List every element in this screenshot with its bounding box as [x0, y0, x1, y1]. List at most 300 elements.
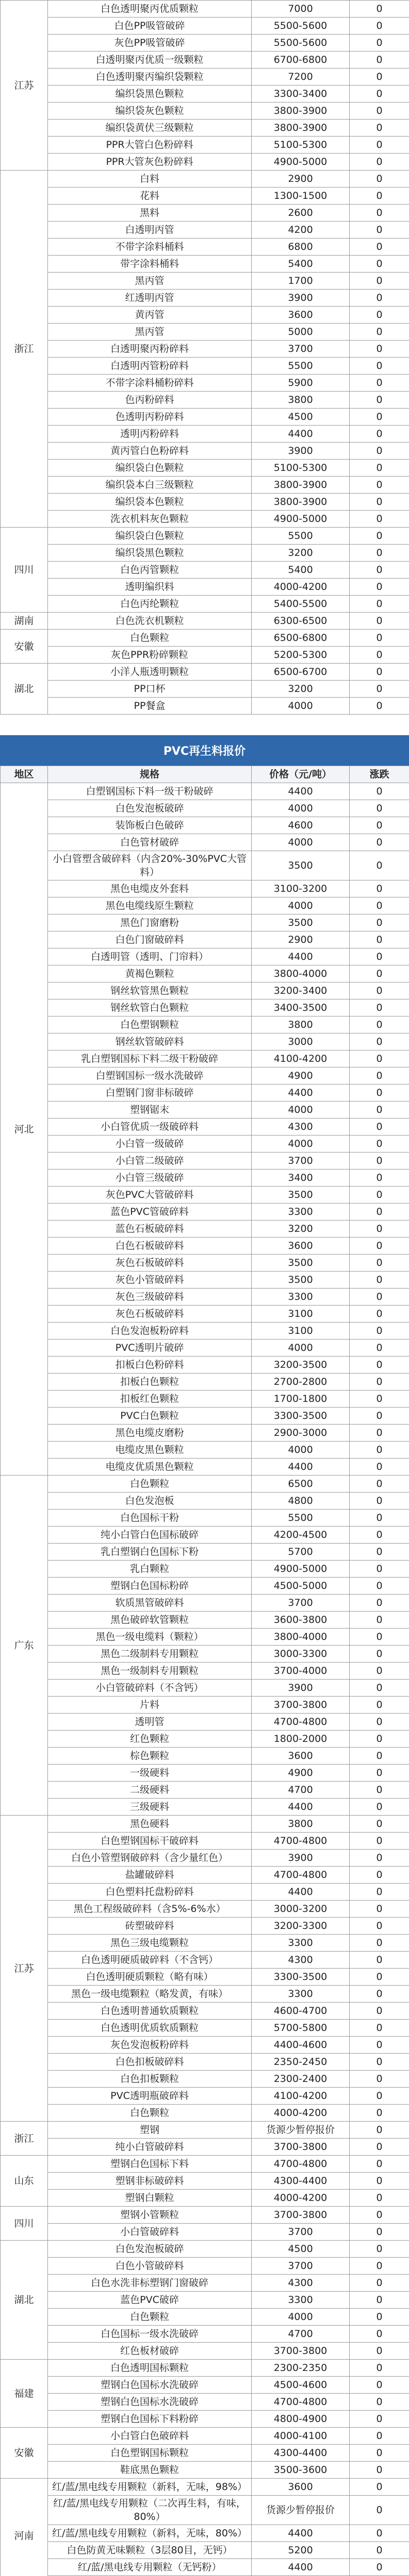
table-row — [1, 1408, 409, 1425]
change-cell: 0 — [350, 851, 409, 880]
spec-cell: 花料 — [48, 188, 252, 205]
price-cell: 3500-3600 — [252, 2462, 350, 2479]
change-cell: 0 — [350, 1493, 409, 1510]
price-cell: 3700-3800 — [252, 2139, 350, 2156]
spec-cell: 白色石板破碎料 — [48, 1238, 252, 1255]
table-row — [1, 834, 409, 851]
spec-cell: 塑钢白色国标下料粉碎 — [48, 2411, 252, 2428]
change-cell: 0 — [350, 392, 409, 409]
spec-cell: 红透明丙管 — [48, 290, 252, 307]
spec-cell: 黄褐色颗粒 — [48, 965, 252, 982]
table-row — [1, 783, 409, 800]
price-cell: 3600-3800 — [252, 1612, 350, 1629]
change-cell: 0 — [350, 2542, 409, 2559]
change-cell: 0 — [350, 1680, 409, 1697]
spec-cell: 鞋底黑色颗粒 — [48, 2462, 252, 2479]
table-row — [1, 103, 409, 120]
table-row — [1, 1016, 409, 1033]
change-cell: 0 — [350, 2309, 409, 2326]
price-cell: 4600-4700 — [252, 2003, 350, 2020]
spec-cell: 白色发泡板粉碎料 — [48, 1323, 252, 1340]
change-cell: 0 — [350, 1187, 409, 1204]
price-cell: 3000 — [252, 1033, 350, 1050]
change-cell: 0 — [350, 948, 409, 965]
price-cell: 4000-4200 — [252, 2190, 350, 2207]
table-row — [1, 999, 409, 1016]
table-row — [1, 1391, 409, 1408]
price-cell: 4300-4400 — [252, 2173, 350, 2190]
spec-cell: 黑色破碎软管颗粒 — [48, 1612, 252, 1629]
change-cell: 0 — [350, 1663, 409, 1680]
price-cell: 4700-4800 — [252, 1867, 350, 1884]
spec-cell: 片料 — [48, 1697, 252, 1714]
spec-cell: 小白管优质一级破碎料 — [48, 1118, 252, 1136]
price-cell: 4600 — [252, 817, 350, 834]
table-row — [1, 1612, 409, 1629]
table-row — [1, 1765, 409, 1782]
table-row — [1, 2428, 409, 2445]
change-cell: 0 — [350, 1867, 409, 1884]
table-row — [1, 2411, 409, 2428]
spec-cell: 白色PP吸管破碎 — [48, 18, 252, 35]
spec-cell: 白色透明硬质颗粒（略有味） — [48, 1969, 252, 1986]
change-cell: 0 — [350, 494, 409, 511]
spec-cell: 编织袋黑色颗粒 — [48, 545, 252, 562]
change-cell: 0 — [350, 1408, 409, 1425]
region-cell: 浙江 — [1, 2122, 48, 2156]
spec-cell: 白色透明国标颗粒 — [48, 2360, 252, 2377]
price-cell: 4000 — [252, 1136, 350, 1153]
change-cell: 0 — [350, 2190, 409, 2207]
table-row — [1, 1425, 409, 1442]
table-row — [1, 800, 409, 817]
change-cell: 0 — [350, 1476, 409, 1493]
spec-cell: 三级硬料 — [48, 1799, 252, 1816]
change-cell: 0 — [350, 783, 409, 800]
change-cell: 0 — [350, 1833, 409, 1850]
price-cell: 5000 — [252, 324, 350, 341]
table-row — [1, 273, 409, 290]
change-cell: 0 — [350, 2411, 409, 2428]
price-cell: 3500 — [252, 1272, 350, 1289]
table-row — [1, 1118, 409, 1136]
price-cell: 3000-3300 — [252, 1646, 350, 1663]
change-cell: 0 — [350, 1918, 409, 1935]
spec-cell: 带字涂料桶料 — [48, 256, 252, 273]
change-cell: 0 — [350, 1170, 409, 1187]
price-cell: 货源少暂停报价 — [252, 2122, 350, 2139]
table-row — [1, 1255, 409, 1272]
spec-cell: 乳白颗粒 — [48, 1561, 252, 1578]
spec-cell: 小白管二级破碎 — [48, 1153, 252, 1170]
change-cell: 0 — [350, 1510, 409, 1527]
table-row — [1, 1833, 409, 1850]
table-row — [1, 1476, 409, 1493]
spec-cell: 白色颗粒 — [48, 2105, 252, 2122]
table-row — [1, 562, 409, 579]
change-cell: 0 — [350, 35, 409, 52]
price-cell: 4300 — [252, 1952, 350, 1969]
change-cell: 0 — [350, 2559, 409, 2576]
price-cell: 3900 — [252, 443, 350, 460]
spec-cell: 透明丙粉碎料 — [48, 426, 252, 443]
change-cell: 0 — [350, 2525, 409, 2542]
table-row — [1, 1986, 409, 2003]
price-cell: 5400 — [252, 562, 350, 579]
change-cell: 0 — [350, 1425, 409, 1442]
spec-cell: 色透明丙粉碎料 — [48, 409, 252, 426]
table-row — [1, 256, 409, 273]
spec-cell: 蓝色PVC管破碎料 — [48, 1204, 252, 1221]
table-row — [1, 1238, 409, 1255]
change-cell: 0 — [350, 982, 409, 999]
change-cell: 0 — [350, 1067, 409, 1084]
table-row — [1, 647, 409, 664]
change-cell: 0 — [350, 1340, 409, 1357]
table-row — [1, 2156, 409, 2173]
header-spec: 规格 — [48, 766, 252, 783]
change-cell: 0 — [350, 120, 409, 137]
price-cell: 4900 — [252, 1067, 350, 1084]
pvc-section-title: PVC再生料报价 — [0, 735, 409, 766]
change-cell: 0 — [350, 2496, 409, 2525]
table-row — [1, 52, 409, 69]
table-row — [1, 2020, 409, 2037]
spec-cell: 白色发泡板破碎 — [48, 2241, 252, 2258]
price-cell: 2300-2350 — [252, 2360, 350, 2377]
price-cell: 3600 — [252, 307, 350, 324]
change-cell: 0 — [350, 1238, 409, 1255]
table-row — [1, 1067, 409, 1084]
price-cell: 3800-4000 — [252, 965, 350, 982]
spec-cell: 砖塑破碎料 — [48, 1918, 252, 1935]
change-cell: 0 — [350, 1459, 409, 1476]
price-cell: 3800-3900 — [252, 103, 350, 120]
spec-cell: 白色塑钢国标颗粒 — [48, 2445, 252, 2462]
table-row — [1, 630, 409, 647]
price-cell: 6500-6700 — [252, 664, 350, 681]
pvc-table-body — [1, 766, 409, 2576]
change-cell: 0 — [350, 222, 409, 239]
table-row — [1, 1748, 409, 1765]
price-cell: 3200-3300 — [252, 1918, 350, 1935]
price-cell: 5500 — [252, 1510, 350, 1527]
price-cell: 4400 — [252, 1084, 350, 1101]
table-row — [1, 1816, 409, 1833]
table-row — [1, 1, 409, 18]
price-cell: 3800 — [252, 1816, 350, 1833]
spec-cell: 小白管破碎料（不含钙） — [48, 1680, 252, 1697]
region-cell: 河南 — [1, 2479, 48, 2576]
table-row — [1, 222, 409, 239]
change-cell: 0 — [350, 307, 409, 324]
spec-cell: PPR大管灰色粉碎料 — [48, 154, 252, 171]
price-cell: 5700-5800 — [252, 2020, 350, 2037]
spec-cell: 塑钢白色国标下料 — [48, 2156, 252, 2173]
change-cell: 0 — [350, 2139, 409, 2156]
table-row — [1, 2326, 409, 2343]
price-cell: 3800-4000 — [252, 1629, 350, 1646]
table-row — [1, 1050, 409, 1067]
change-cell: 0 — [350, 698, 409, 715]
table-row — [1, 1510, 409, 1527]
price-cell: 4500 — [252, 2241, 350, 2258]
change-cell: 0 — [350, 256, 409, 273]
change-cell: 0 — [350, 681, 409, 698]
spec-cell: PP口杯 — [48, 681, 252, 698]
change-cell: 0 — [350, 1204, 409, 1221]
change-cell: 0 — [350, 2224, 409, 2241]
price-cell: 3900 — [252, 1850, 350, 1867]
spec-cell: 编织袋本白三级颗粒 — [48, 477, 252, 494]
table-row — [1, 511, 409, 528]
table-row — [1, 2343, 409, 2360]
spec-cell: 扣板白色颗粒 — [48, 1374, 252, 1391]
pp-table-body — [1, 1, 409, 715]
spec-cell: 编织袋灰色颗粒 — [48, 103, 252, 120]
price-cell: 3700-4000 — [252, 1663, 350, 1680]
price-cell: 3600 — [252, 2479, 350, 2496]
table-row — [1, 948, 409, 965]
table-row — [1, 443, 409, 460]
price-cell: 3600 — [252, 1238, 350, 1255]
change-cell: 0 — [350, 2122, 409, 2139]
table-row — [1, 2241, 409, 2258]
spec-cell: 黑色门窗磨粉 — [48, 914, 252, 931]
price-cell: 5100-5300 — [252, 460, 350, 477]
change-cell: 0 — [350, 137, 409, 154]
spec-cell: 白色塑钢颗粒 — [48, 1016, 252, 1033]
table-row — [1, 392, 409, 409]
change-cell: 0 — [350, 2156, 409, 2173]
price-cell: 2600 — [252, 205, 350, 222]
table-row — [1, 1544, 409, 1561]
price-cell: 1700 — [252, 273, 350, 290]
price-cell: 3700 — [252, 2258, 350, 2275]
table-row — [1, 931, 409, 948]
change-cell: 0 — [350, 2054, 409, 2071]
spec-cell: 白透明聚丙优质一级颗粒 — [48, 52, 252, 69]
change-cell: 0 — [350, 1153, 409, 1170]
spec-cell: 编织袋白色颗粒 — [48, 528, 252, 545]
change-cell: 0 — [350, 2241, 409, 2258]
spec-cell: 乳白塑钢国标下料二级干粉破碎 — [48, 1050, 252, 1067]
price-cell: 7200 — [252, 69, 350, 86]
price-cell: 3700 — [252, 2224, 350, 2241]
price-cell: 4800-4900 — [252, 2411, 350, 2428]
table-row — [1, 2122, 409, 2139]
price-cell: 4000 — [252, 1442, 350, 1459]
change-cell: 0 — [350, 1850, 409, 1867]
region-cell: 浙江 — [1, 171, 48, 528]
spec-cell: 钢丝软管白色颗粒 — [48, 999, 252, 1016]
table-row — [1, 2071, 409, 2088]
spec-cell: 红色颗粒 — [48, 1731, 252, 1748]
price-cell: 4500-5000 — [252, 1578, 350, 1595]
price-cell: 5500 — [252, 528, 350, 545]
table-row — [1, 188, 409, 205]
spec-cell: 棕色颗粒 — [48, 1748, 252, 1765]
price-cell: 2900 — [252, 931, 350, 948]
spec-cell: 红色板材破碎 — [48, 2343, 252, 2360]
spec-cell: 小白管三级破碎 — [48, 1170, 252, 1187]
price-cell: 6800 — [252, 239, 350, 256]
table-row — [1, 1442, 409, 1459]
spec-cell: 红/蓝/黑电线专用颗粒（新料，无味，80%） — [48, 2525, 252, 2542]
price-cell: 4700-4800 — [252, 1833, 350, 1850]
price-cell: 4000 — [252, 2309, 350, 2326]
spec-cell: 扣板白色粉碎料 — [48, 1357, 252, 1374]
table-row — [1, 1221, 409, 1238]
table-row — [1, 1153, 409, 1170]
change-cell: 0 — [350, 1084, 409, 1101]
spec-cell: 塑钢非标破碎料 — [48, 2173, 252, 2190]
table-row — [1, 2037, 409, 2054]
table-row — [1, 1136, 409, 1153]
table-row — [1, 460, 409, 477]
change-cell: 0 — [350, 324, 409, 341]
price-cell: 4400 — [252, 2559, 350, 2576]
price-cell: 5500-5600 — [252, 35, 350, 52]
price-cell: 3600 — [252, 1748, 350, 1765]
change-cell: 0 — [350, 1221, 409, 1238]
change-cell: 0 — [350, 1714, 409, 1731]
price-cell: 3800 — [252, 392, 350, 409]
price-cell: 3700-3800 — [252, 2343, 350, 2360]
header-region: 地区 — [1, 766, 48, 783]
table-row — [1, 1187, 409, 1204]
table-row — [1, 375, 409, 392]
price-cell: 4000 — [252, 897, 350, 914]
table-row — [1, 2139, 409, 2156]
table-row — [1, 409, 409, 426]
table-row — [1, 1306, 409, 1323]
change-cell: 0 — [350, 914, 409, 931]
change-cell: 0 — [350, 2462, 409, 2479]
table-row — [1, 358, 409, 375]
price-cell: 4000 — [252, 698, 350, 715]
table-row — [1, 426, 409, 443]
price-cell: 4500-4600 — [252, 2377, 350, 2394]
spec-cell: 钢丝软管黑色颗粒 — [48, 982, 252, 999]
change-cell: 0 — [350, 2479, 409, 2496]
change-cell: 0 — [350, 834, 409, 851]
change-cell: 0 — [350, 1765, 409, 1782]
change-cell: 0 — [350, 2207, 409, 2224]
price-cell: 3300 — [252, 1204, 350, 1221]
price-cell: 3900 — [252, 1680, 350, 1697]
spec-cell: 灰色PPR粉碎颗粒 — [48, 647, 252, 664]
price-cell: 4200-4500 — [252, 1527, 350, 1544]
table-row — [1, 86, 409, 103]
price-cell: 4300 — [252, 2275, 350, 2292]
change-cell: 0 — [350, 86, 409, 103]
price-cell: 3800-3900 — [252, 120, 350, 137]
spec-cell: 白色国标干粉 — [48, 1510, 252, 1527]
spec-cell: 编织袋白色颗粒 — [48, 460, 252, 477]
price-cell: 6300-6500 — [252, 613, 350, 630]
change-cell: 0 — [350, 1952, 409, 1969]
table-row — [1, 664, 409, 681]
spec-cell: 灰色石板破碎料 — [48, 1306, 252, 1323]
spec-cell: 白色洗衣机颗粒 — [48, 613, 252, 630]
spec-cell: 软质黑管破碎料 — [48, 1595, 252, 1612]
spec-cell: 白色颗粒 — [48, 630, 252, 647]
change-cell: 0 — [350, 2343, 409, 2360]
change-cell: 0 — [350, 2326, 409, 2343]
change-cell: 0 — [350, 290, 409, 307]
price-cell: 6700-6800 — [252, 52, 350, 69]
region-cell: 山东 — [1, 2156, 48, 2207]
table-row — [1, 69, 409, 86]
price-cell: 4400 — [252, 426, 350, 443]
price-cell: 3800-3900 — [252, 477, 350, 494]
change-cell: 0 — [350, 1595, 409, 1612]
spec-cell: 白色防黄无味颗粒（3层80目，无钙） — [48, 2542, 252, 2559]
change-cell: 0 — [350, 1986, 409, 2003]
price-cell: 2350-2450 — [252, 2054, 350, 2071]
spec-cell: 黑丙管 — [48, 324, 252, 341]
price-cell: 3300 — [252, 1935, 350, 1952]
spec-cell: PPR大管白色粉碎料 — [48, 137, 252, 154]
price-cell: 5200-5300 — [252, 647, 350, 664]
price-cell: 4700-4800 — [252, 1714, 350, 1731]
change-cell: 0 — [350, 18, 409, 35]
spec-cell: 塑钢白色国标粉碎 — [48, 1578, 252, 1595]
spec-cell: 白色透明普通软质颗粒 — [48, 2003, 252, 2020]
price-cell: 4700 — [252, 1782, 350, 1799]
price-cell: 3500 — [252, 851, 350, 880]
spec-cell: 黑色电缆线原生颗粒 — [48, 897, 252, 914]
spec-cell: 色丙粉碎料 — [48, 392, 252, 409]
price-cell: 4300-4400 — [252, 2445, 350, 2462]
change-cell: 0 — [350, 931, 409, 948]
change-cell: 0 — [350, 1731, 409, 1748]
price-cell: 3700 — [252, 1595, 350, 1612]
table-row — [1, 1323, 409, 1340]
change-cell: 0 — [350, 1561, 409, 1578]
spec-cell: 小白管一级破碎 — [48, 1136, 252, 1153]
price-cell: 3100 — [252, 1306, 350, 1323]
table-row — [1, 1884, 409, 1901]
table-row — [1, 897, 409, 914]
table-row — [1, 1374, 409, 1391]
table-row — [1, 171, 409, 188]
price-cell: 3200 — [252, 681, 350, 698]
change-cell: 0 — [350, 1101, 409, 1118]
table-row — [1, 341, 409, 358]
spec-cell: 蓝色石板破碎料 — [48, 1221, 252, 1238]
price-cell: 4000 — [252, 1101, 350, 1118]
price-cell: 4400 — [252, 1459, 350, 1476]
price-cell: 4900-5000 — [252, 154, 350, 171]
spec-cell: 钢丝软管破碎料 — [48, 1033, 252, 1050]
table-row — [1, 1867, 409, 1884]
spec-cell: 小洋人瓶透明颗粒 — [48, 664, 252, 681]
spec-cell: 纯小白管白色国标破碎 — [48, 1527, 252, 1544]
price-cell: 1800-2000 — [252, 1731, 350, 1748]
table-row — [1, 1340, 409, 1357]
spec-cell: 塑钢白色国标水洗破碎 — [48, 2377, 252, 2394]
table-row — [1, 2207, 409, 2224]
change-cell: 0 — [350, 1612, 409, 1629]
change-cell: 0 — [350, 1578, 409, 1595]
table-row — [1, 2190, 409, 2207]
price-cell: 4400 — [252, 783, 350, 800]
table-row — [1, 1493, 409, 1510]
change-cell: 0 — [350, 1901, 409, 1918]
table-row — [1, 239, 409, 256]
